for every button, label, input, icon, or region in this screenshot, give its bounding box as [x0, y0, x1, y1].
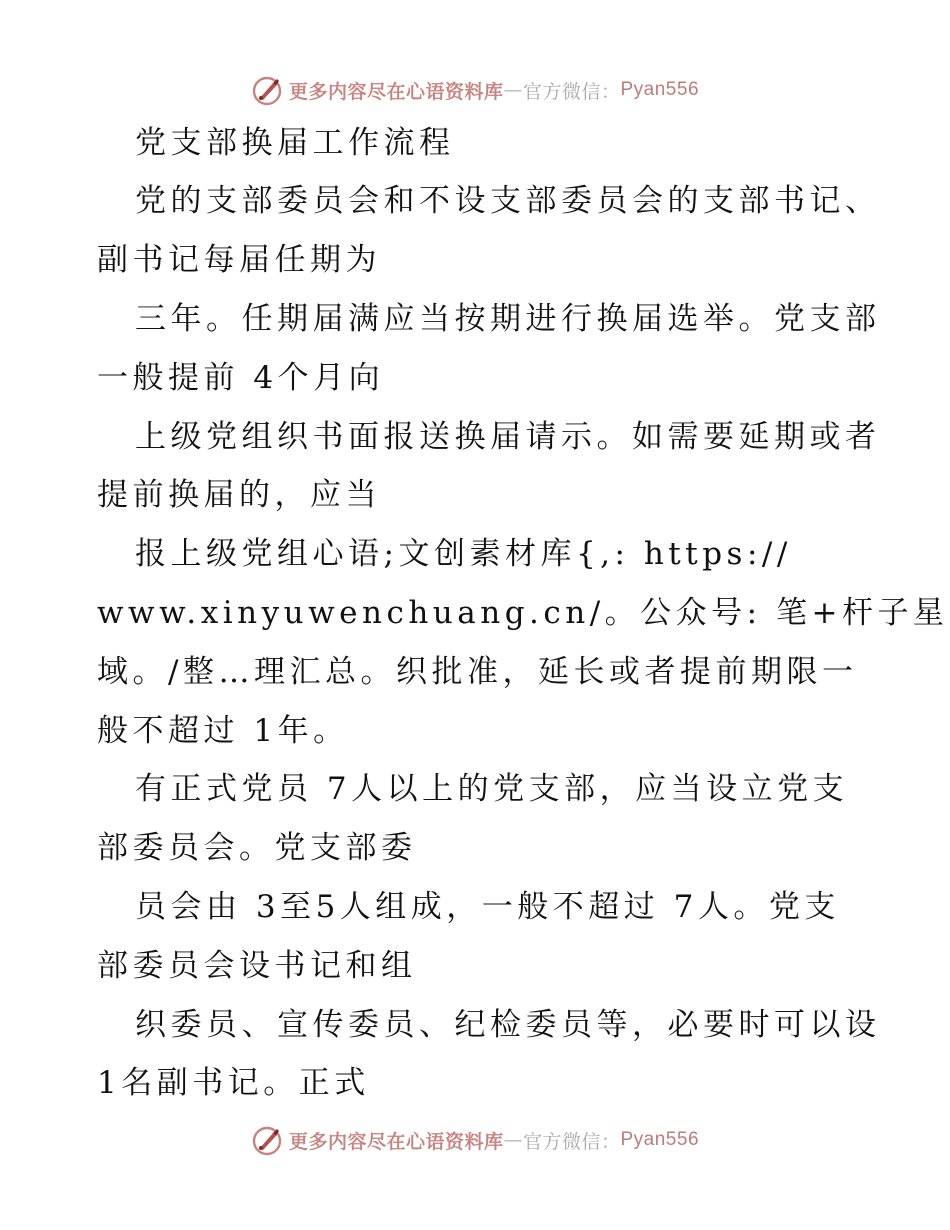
- text-line: www.xinyuwenchuang.cn/。公众号: 笔+杆子星: [97, 595, 949, 631]
- watermark-header: [0, 70, 950, 110]
- watermark-wechat-label: 官方微信：: [522, 1130, 621, 1153]
- text-line: 一般提前 4个月向: [97, 360, 385, 396]
- document-title: 党支部换届工作流程: [135, 125, 455, 161]
- watermark-main-text: 更多内容尽在心语资料库: [288, 80, 504, 103]
- text-line: 三年。任期届满应当按期进行换届选举。党支部: [135, 301, 881, 337]
- text-line: 部委员会设书记和组: [97, 948, 417, 984]
- watermark-main-text: 更多内容尽在心语资料库: [288, 1130, 504, 1153]
- text-line: 员会由 3至5人组成，一般不超过 7人。党支: [135, 889, 840, 925]
- watermark-footer: [0, 1120, 950, 1160]
- watermark-dash: —: [503, 79, 523, 101]
- text-line: 报上级党组心语;文创素材库{,: https://: [135, 536, 792, 572]
- text-line: 部委员会。党支部委: [97, 830, 417, 866]
- brush-logo-icon: [251, 1124, 283, 1156]
- brush-logo-icon: [251, 74, 283, 106]
- text-line: 上级党组织书面报送换届请示。如需要延期或者: [135, 419, 881, 455]
- text-line: 副书记每届任期为: [97, 242, 381, 278]
- text-line: 织委员、宣传委员、纪检委员等，必要时可以设: [135, 1007, 881, 1043]
- text-line: 有正式党员 7人以上的党支部，应当设立党支: [135, 771, 849, 807]
- watermark-wechat-id: Pyan556: [620, 79, 700, 100]
- text-line: 提前换届的，应当: [97, 477, 381, 513]
- watermark-wechat-label: 官方微信：: [522, 80, 621, 103]
- text-line: 域。/整…理汇总。织批准，延长或者提前期限一: [97, 654, 858, 690]
- watermark-wechat-id: Pyan556: [620, 1129, 700, 1150]
- watermark-dash: —: [503, 1129, 523, 1151]
- text-line: 般不超过 1年。: [97, 713, 349, 749]
- text-line: 1名副书记。正式: [97, 1065, 370, 1101]
- text-line: 党的支部委员会和不设支部委员会的支部书记、: [135, 183, 881, 219]
